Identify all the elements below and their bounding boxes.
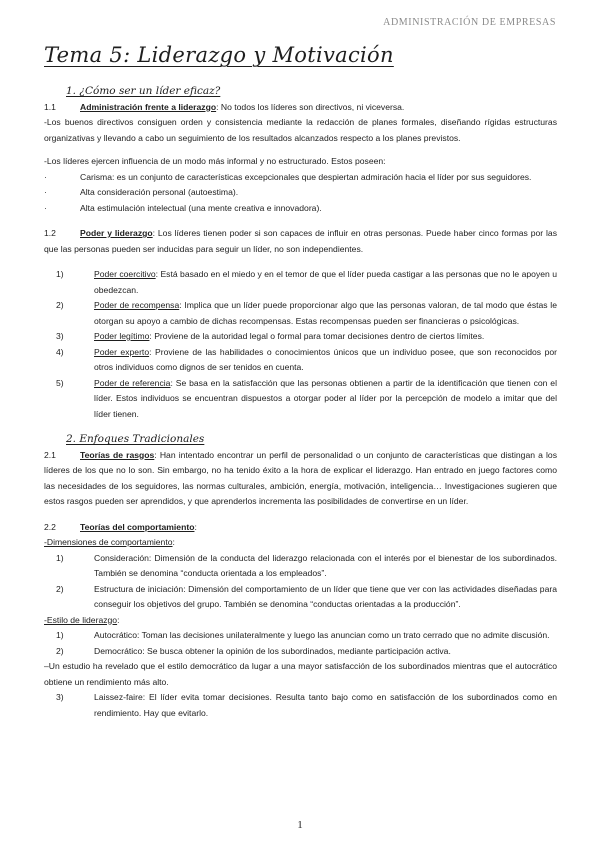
item-number: 1) (56, 552, 64, 563)
definition: : Se basa en la satisfacción que las personas obtienen a partir de la identificación que tienen con el líder. Estos individuos se encuentran dispuestos a otorgar poder al líder por la percepción de modelo a imitar que del líder tienen. (94, 377, 557, 419)
page-number: 1 (297, 819, 303, 831)
item-number: 1) (56, 630, 64, 640)
list-item (44, 185, 557, 201)
item-number: 3) (56, 331, 64, 341)
list-item (44, 582, 557, 613)
item-number: 1) (56, 269, 64, 279)
paragraph-1-2 (44, 226, 557, 257)
section-1-heading: 1. ¿Cómo ser un líder eficaz? (66, 85, 221, 97)
paragraph-text: : (194, 521, 197, 532)
list-item-text (94, 329, 557, 345)
dimensions-label (44, 535, 557, 551)
subheading: -Estilo de liderazgo (44, 614, 118, 625)
item-number: 2) (56, 583, 64, 594)
list-item-text (94, 376, 557, 423)
document-body (44, 84, 557, 721)
subsection-label: Poder y liderazgo (80, 228, 153, 238)
item-number: 4) (56, 346, 64, 357)
term: Poder legítimo (94, 331, 150, 341)
bullet-mark: · (44, 187, 47, 197)
section-2-heading: 2. Enfoques Tradicionales (66, 433, 205, 445)
list-item (44, 201, 557, 217)
page-title: Tema 5: Liderazgo y Motivación (44, 43, 394, 67)
list-item (44, 376, 557, 423)
list-item (44, 551, 557, 582)
list-item-text (94, 345, 557, 376)
list-item (44, 628, 557, 644)
paragraph-2-2 (44, 520, 557, 536)
list-item-text: Consideración: Dimensión de la conducta del liderazgo relacionada con el interés por el bienestar de los subordinados. También se denomina “conducta orientada a los empleados”. (94, 552, 557, 578)
paragraph-text: : Los líderes tienen poder si son capaces de influir en otras personas. Puede haber cinco formas por las que las personas pueden ser inducidas para seguir un líder, no son independientes. (44, 228, 557, 254)
list-item (44, 345, 557, 376)
paragraph-lideres: -Los líderes ejercen influencia de un modo más informal y no estructurado. Estos poseen: (44, 156, 386, 166)
list-item-text: Autocrático: Toman las decisiones unilateralmente y luego las anuncian como un trato cerrado que no admite discusión. (94, 630, 550, 640)
item-number: 5) (56, 377, 64, 388)
paragraph-text: : No todos los líderes son directivos, ni viceversa. (216, 101, 405, 112)
colon: : (117, 614, 120, 625)
document-header: ADMINISTRACIÓN DE EMPRESAS (383, 17, 556, 28)
subsection-label: Teorías de rasgos (80, 449, 155, 460)
paragraph-2-1 (44, 448, 557, 510)
item-number: 2) (56, 300, 64, 310)
list-item-text: Alta estimulación intelectual (una mente creativa e innovadora). (80, 202, 322, 213)
list-item (44, 690, 557, 721)
paragraph-directivos: -Los buenos directivos consiguen orden y consistencia mediante la redacción de planes formales, diseñando rígidas estructuras organizativas y llevando a cabo un seguimiento de los resultados alcanzados respecto a los planes previstos. (44, 117, 557, 143)
list-item (44, 644, 557, 660)
term: Poder de referencia (94, 377, 171, 388)
list-item (44, 329, 557, 345)
section-number: 1.2 (44, 228, 56, 238)
bullet-mark: · (44, 202, 47, 213)
list-item-text: Laissez-faire: El líder evita tomar decisiones. Resulta tanto bajo como en satisfacción de los subordinados como en rendimiento. Hay que evitarlo. (94, 692, 557, 718)
item-number: 2) (56, 645, 64, 656)
paragraph-text: : Han intentado encontrar un perfil de personalidad o un conjunto de características que distingan a los líderes de los que no lo son. Sin embargo, no ha tenido éxito a la hora de explicar el liderazgo. Han entrado en juego factores como las necesidades de los seguidores, las normas culturales, ambición, energía, motivación, inteligencia… Investigaciones sugieren que estos rasgos pueden ser aprendidos, y que aprenderlos incrementa las posibilidades de convertirse en un líder. (44, 449, 557, 506)
subsection-label: Teorías del comportamiento (80, 521, 195, 532)
definition: : Proviene de las habilidades o conocimientos únicos que un individuo posee, que son reconocidos por otros individuos como dignos de ser tenidos en cuenta. (94, 346, 557, 372)
list-item (44, 267, 557, 298)
list-item-text (94, 298, 557, 329)
list-item-text: Alta consideración personal (autoestima). (80, 187, 239, 197)
item-number: 3) (56, 692, 64, 702)
paragraph-1-1 (44, 100, 557, 116)
subheading: -Dimensiones de comportamiento (44, 537, 173, 547)
term: Poder de recompensa (94, 300, 180, 310)
term: Poder coercitivo (94, 269, 156, 279)
style-label (44, 613, 557, 629)
list-item-text (94, 267, 557, 298)
list-item (44, 298, 557, 329)
term: Poder experto (94, 346, 150, 357)
definition: : Implica que un líder puede proporcionar algo que las personas valoran, de tal modo que éstas le otorgan su apoyo a cambio de dichas recompensas. Estas recompensas pueden ser financieras o psicológicas. (94, 300, 557, 326)
list-item-text: Democrático: Se busca obtener la opinión de los subordinados, mediante participación activa. (94, 645, 451, 656)
subsection-label: Administración frente a liderazgo (80, 101, 217, 112)
section-number: 1.1 (44, 101, 56, 112)
list-item (44, 170, 557, 186)
definition: : Proviene de la autoridad legal o formal para tomar decisiones dentro de ciertos límites. (149, 331, 485, 341)
study-note: –Un estudio ha revelado que el estilo democrático da lugar a una mayor satisfacción de los subordinados mientras que el autocrático obtiene un rendimiento más alto. (44, 661, 557, 687)
colon: : (172, 537, 175, 547)
section-number: 2.1 (44, 449, 56, 460)
list-item-text: Carisma: es un conjunto de características excepcionales que despiertan admiración hacia el líder por sus seguidores. (80, 171, 532, 182)
section-number: 2.2 (44, 521, 56, 532)
definition: : Está basado en el miedo y en el temor de que el líder pueda castigar a las personas que no le apoyen u obedezcan. (94, 269, 557, 295)
bullet-mark: · (44, 171, 47, 182)
list-item-text: Estructura de iniciación: Dimensión del comportamiento de un líder que tiene que ver con las actividades diseñadas para conseguir los objetivos del grupo. También se denomina “conductas orientadas a la producción”. (94, 583, 557, 609)
